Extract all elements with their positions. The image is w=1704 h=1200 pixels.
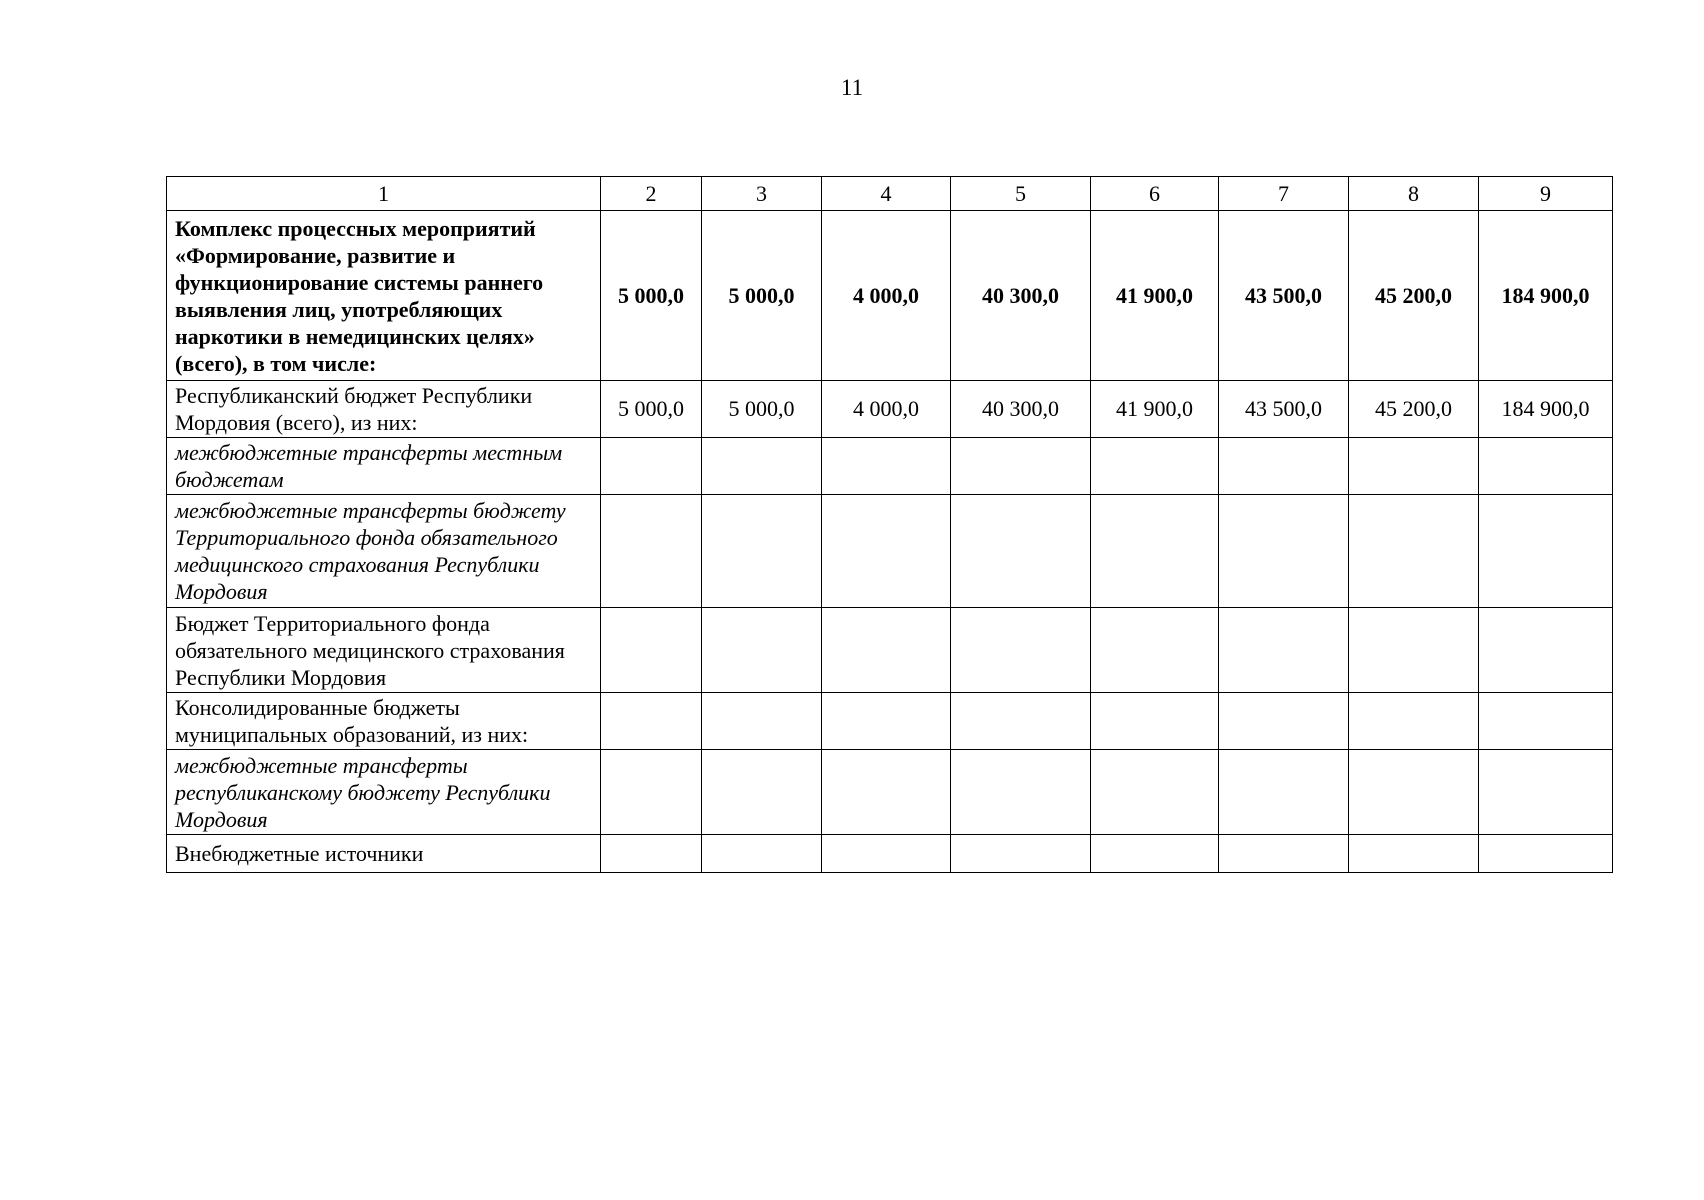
column-header: 5 [951, 177, 1091, 211]
table-cell [1219, 835, 1349, 873]
table-row [167, 438, 1613, 495]
table-cell [822, 750, 951, 835]
table-cell: 40 300,0 [951, 211, 1091, 381]
table-row [167, 693, 1613, 750]
table-cell [822, 835, 951, 873]
table-row [167, 750, 1613, 835]
table-cell [601, 835, 702, 873]
column-header: 4 [822, 177, 951, 211]
table-cell [951, 750, 1091, 835]
table-cell [1349, 835, 1479, 873]
table-cell: 4 000,0 [822, 381, 951, 438]
row-label: межбюджетные трансферты бюджету Территориального фонда обязательного медицинского страхования Республики Мордовия [167, 495, 601, 608]
table-cell: 5 000,0 [601, 381, 702, 438]
table-cell: 5 000,0 [601, 211, 702, 381]
table-cell [1219, 693, 1349, 750]
table-cell [951, 608, 1091, 693]
table-cell [951, 438, 1091, 495]
table-cell [1219, 495, 1349, 608]
table-row [167, 211, 1613, 381]
table-cell [1219, 438, 1349, 495]
table-cell [1479, 750, 1613, 835]
table-cell [1091, 438, 1219, 495]
table-cell [1091, 693, 1219, 750]
table-cell: 4 000,0 [822, 211, 951, 381]
table-cell: 5 000,0 [702, 211, 822, 381]
table-cell [1091, 495, 1219, 608]
row-label: Республиканский бюджет Республики Мордовия (всего), из них: [167, 381, 601, 438]
row-label: межбюджетные трансферты республиканскому бюджету Республики Мордовия [167, 750, 601, 835]
table-cell: 184 900,0 [1479, 381, 1613, 438]
table-header-row [167, 177, 1613, 211]
column-header: 8 [1349, 177, 1479, 211]
table-cell: 41 900,0 [1091, 381, 1219, 438]
column-header: 7 [1219, 177, 1349, 211]
table-cell [1091, 608, 1219, 693]
table-cell [951, 693, 1091, 750]
table-cell [601, 438, 702, 495]
table-cell [951, 495, 1091, 608]
row-label: Консолидированные бюджеты муниципальных образований, из них: [167, 693, 601, 750]
table-cell [702, 750, 822, 835]
table-cell [822, 693, 951, 750]
table-cell: 45 200,0 [1349, 211, 1479, 381]
table-row [167, 608, 1613, 693]
table-cell [1349, 693, 1479, 750]
table-cell [601, 495, 702, 608]
table-cell: 5 000,0 [702, 381, 822, 438]
table-cell [601, 693, 702, 750]
table-row [167, 835, 1613, 873]
column-header: 9 [1479, 177, 1613, 211]
table-cell: 184 900,0 [1479, 211, 1613, 381]
table-cell [702, 608, 822, 693]
page-number: 11 [840, 75, 864, 100]
funding-table [166, 176, 1613, 873]
table-cell [822, 608, 951, 693]
table-row [167, 495, 1613, 608]
table-cell [1479, 608, 1613, 693]
column-header: 3 [702, 177, 822, 211]
table-row [167, 381, 1613, 438]
column-header: 6 [1091, 177, 1219, 211]
table-cell [702, 693, 822, 750]
column-header: 2 [601, 177, 702, 211]
table-cell [702, 495, 822, 608]
table-cell [601, 608, 702, 693]
table-cell [822, 495, 951, 608]
table-cell [1091, 835, 1219, 873]
table-cell [702, 438, 822, 495]
table-cell [1479, 693, 1613, 750]
row-label: Комплекс процессных мероприятий «Формирование, развитие и функционирование системы раннего выявления лиц, употребляющих наркотики в немедицинских целях» (всего), в том числе: [167, 211, 601, 381]
table-cell [702, 835, 822, 873]
row-label: межбюджетные трансферты местным бюджетам [167, 438, 601, 495]
row-label: Внебюджетные источники [167, 835, 601, 873]
table-cell [1479, 835, 1613, 873]
table-cell [1349, 750, 1479, 835]
table-cell [951, 835, 1091, 873]
table-cell: 43 500,0 [1219, 211, 1349, 381]
table-cell [1219, 750, 1349, 835]
table-cell [1219, 608, 1349, 693]
table-cell: 41 900,0 [1091, 211, 1219, 381]
table-cell: 43 500,0 [1219, 381, 1349, 438]
table-cell: 45 200,0 [1349, 381, 1479, 438]
table-cell [822, 438, 951, 495]
table-cell [601, 750, 702, 835]
table-cell [1349, 608, 1479, 693]
row-label: Бюджет Территориального фонда обязательного медицинского страхования Республики Мордовия [167, 608, 601, 693]
table-cell [1349, 495, 1479, 608]
table-cell: 40 300,0 [951, 381, 1091, 438]
table-cell [1479, 495, 1613, 608]
table-cell [1091, 750, 1219, 835]
table-cell [1349, 438, 1479, 495]
column-header: 1 [167, 177, 601, 211]
table-cell [1479, 438, 1613, 495]
